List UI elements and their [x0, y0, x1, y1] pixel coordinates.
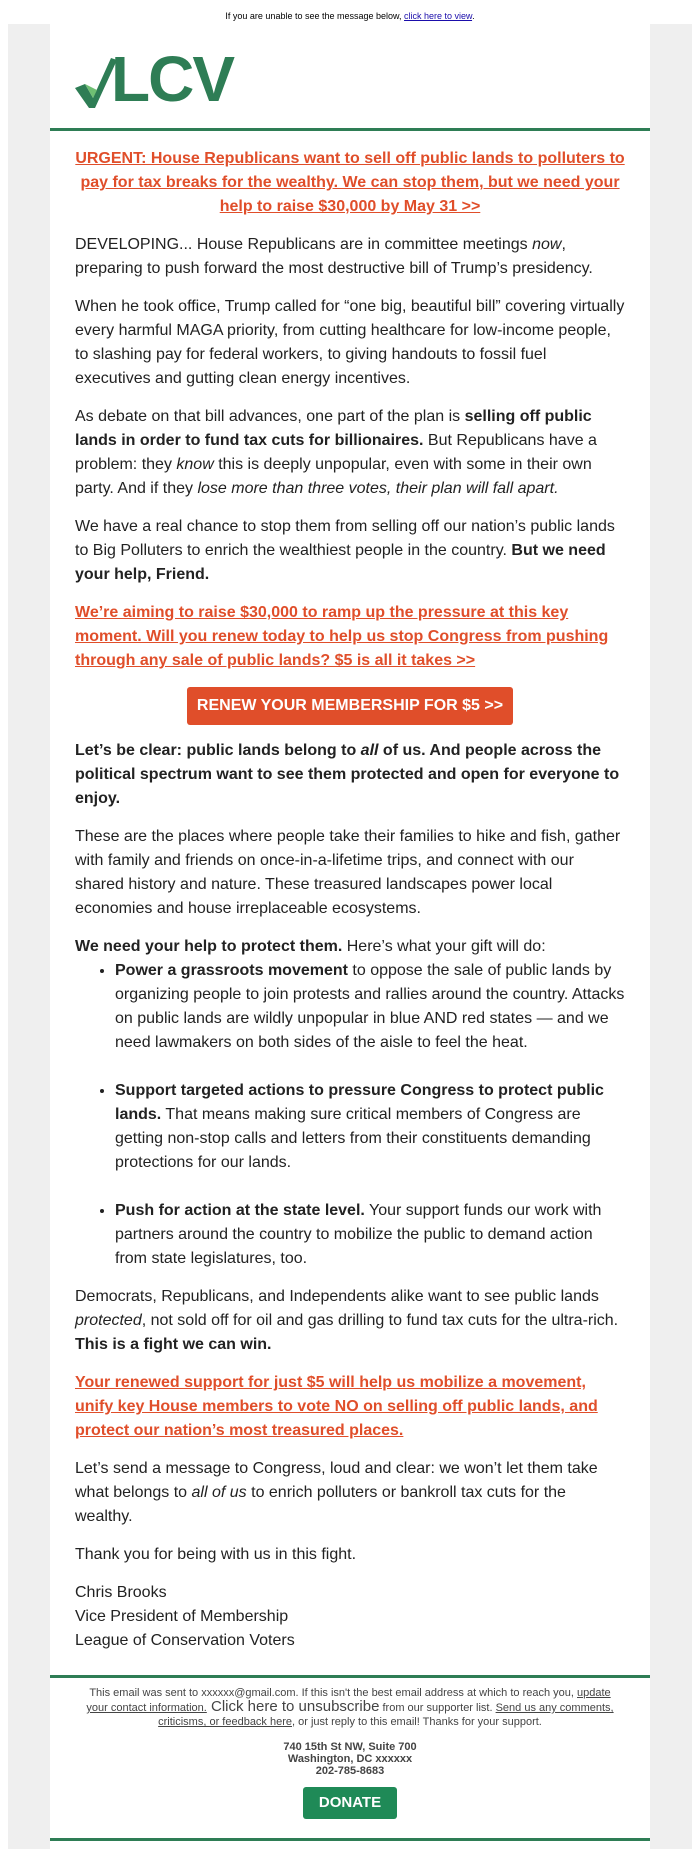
paragraph-send-message: Let’s send a message to Congress, loud and clear: we won’t let them take what belongs to all of us to enrich polluters or bankroll tax cuts for the wealthy. — [75, 1460, 598, 1525]
paragraph-need-help: We need your help to protect them. Here’s what your gift will do: — [75, 938, 546, 955]
email-body — [50, 24, 650, 1849]
preheader: If you are unable to see the message below, click here to view. — [225, 11, 475, 21]
signature — [75, 1581, 625, 1653]
donate-button[interactable]: DONATE — [303, 1787, 397, 1819]
list-item: • Support targeted actions to pressure Congress to protect public lands. That means making sure critical members of Congress are getting non-stop calls and letters from their constituents demanding protections for our lands. — [115, 1079, 625, 1175]
logo-text: LCV — [111, 43, 233, 115]
view-online-link[interactable]: click here to view — [404, 11, 473, 21]
list-item: • Push for action at the state level. Your support funds our work with partners around the country to mobilize the public to demand action from state legislatures, too. — [115, 1199, 625, 1271]
footer — [50, 1678, 650, 1819]
paragraph-developing: DEVELOPING... House Republicans are in committee meetings now, preparing to push forward the most destructive bill of Trump’s presidency. — [75, 236, 593, 277]
header — [50, 24, 650, 131]
message-content — [50, 147, 650, 1653]
donate-text-link-1[interactable]: We’re aiming to raise $30,000 to ramp up the pressure at this key moment. Will you renew today to help us stop Congress from pushing through any sale of public lands? $5 is all it takes >> — [75, 604, 609, 669]
cta-wrapper — [75, 687, 625, 725]
unsubscribe-link[interactable]: Click here to unsubscribe — [206, 1698, 380, 1715]
paragraph-lets-be-clear: Let’s be clear: public lands belong to all of us. And people across the political spectrum want to see them protected and open for everyone to enjoy. — [75, 742, 620, 807]
paragraph-thank-you: Thank you for being with us in this fight. — [75, 1546, 357, 1563]
paragraph-trump-bill: When he took office, Trump called for “one big, beautiful bill” covering virtually every harmful MAGA priority, from cutting healthcare for low-income people, to slashing pay for federal workers, to giving handouts to fossil fuel executives and gutting clean energy incentives. — [75, 298, 625, 387]
feedback-link[interactable]: Send us any comments, criticisms, or feedback here — [158, 1702, 614, 1728]
email-background — [8, 24, 692, 1849]
urgent-link[interactable]: URGENT: House Republicans want to sell off public lands to polluters to pay for tax breaks for the wealthy. We can stop them, but we need your help to raise $30,000 by May 31 >> — [75, 150, 625, 215]
update-contact-link[interactable]: update your contact information. — [86, 1687, 611, 1714]
gift-list — [75, 959, 625, 1271]
mailing-address: 740 15th St NW, Suite 700 Washington, DC xxxxxx 202-785-8683 — [283, 1741, 417, 1777]
preheader-text: If you are unable to see the message below, — [225, 11, 405, 21]
bottom-divider — [50, 1838, 650, 1841]
paragraph-places: These are the places where people take their families to hike and fish, gather with family and friends on once-in-a-lifetime trips, and connect with our shared history and nature. These treasured landscapes power local economies and house irreplaceable ecosystems. — [75, 828, 621, 917]
donate-text-link-2[interactable]: Your renewed support for just $5 will help us mobilize a movement, unify key House members to vote NO on selling off public lands, and protect our nation’s most treasured places. — [75, 1374, 598, 1439]
signature-name: Chris Brooks — [75, 1584, 167, 1601]
paragraph-democrats: Democrats, Republicans, and Independents alike want to see public lands protected, not sold off for oil and gas drilling to fund tax cuts for the ultra-rich. This is a fight we can win. — [75, 1288, 619, 1353]
renew-membership-button[interactable]: RENEW YOUR MEMBERSHIP FOR $5 >> — [187, 687, 513, 725]
lcv-logo[interactable] — [75, 43, 233, 115]
signature-org: League of Conservation Voters — [75, 1632, 295, 1649]
list-item: • Power a grassroots movement to oppose the sale of public lands by organizing people to join protests and rallies around the country. Attacks on public lands are wildly unpopular in blue AND red states — and we need lawmakers on both sides of the aisle to feel the heat. — [115, 959, 625, 1055]
paragraph-debate: As debate on that bill advances, one part of the plan is selling off public lands in order to fund tax cuts for billionaires. But Republicans have a problem: they know this is deeply unpopular, even with some in their own party. And if they lose more than three votes, their plan will fall apart. — [75, 408, 597, 497]
signature-title: Vice President of Membership — [75, 1608, 289, 1625]
footer-disclaimer: This email was sent to xxxxxx@gmail.com. If this isn't the best email address at which to reach you, update your contact information. Click here to unsubscribe from our supporter list. Send us any comments, criticisms, or feedback here, or just reply to this email! Thanks for your support. — [86, 1687, 614, 1728]
paragraph-real-chance: We have a real chance to stop them from selling off our nation’s public lands to Big Polluters to enrich the wealthiest people in the country. But we need your help, Friend. — [75, 518, 615, 583]
